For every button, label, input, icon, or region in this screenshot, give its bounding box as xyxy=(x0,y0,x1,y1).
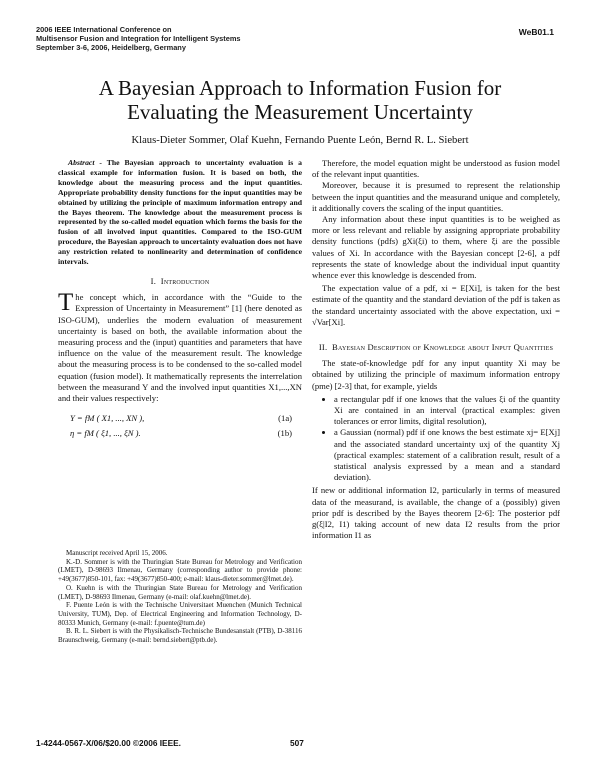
abstract xyxy=(58,158,302,267)
isbn-copyright: 1-4244-0567-X/06/$20.00 ©2006 IEEE. xyxy=(36,738,181,748)
section-title: Introduction xyxy=(160,275,210,286)
section-heading-bayesian xyxy=(312,342,560,353)
footnote-puente-leon: F. Puente León is with the Technische Universitaet Muenchen (Munich Technical University, TUM), Dep. of Electrical Engineering and Information Technology, D-80333 Munich, Germany (e-mail: f.puente@tum.de) xyxy=(58,601,302,627)
footnote-received: Manuscript received April 15, 2006. xyxy=(66,549,168,557)
footnote-siebert: B. R. L. Siebert is with the Physikalisch-Technische Bundesanstalt (PTB), D-38116 Braunschweig, Germany (e-mail: bernd.siebert@ptb.de). xyxy=(58,627,302,645)
equation-1b-number: (1b) xyxy=(277,428,292,439)
section-heading-introduction xyxy=(58,276,302,287)
paragraph-pdf: Any information about these input quantities is to be weighed as more or less relevant and reliable by assigning appropriate probability density functions (pdfs) gXi(ξi) to them, where ξi are the possible values of Xi. In accordance with the Bayesian concept [2-6], a pdf represents the state of knowledge about the individual input quantity whence ever this knowledge is descended from. xyxy=(312,214,560,281)
drop-cap: T xyxy=(58,289,74,317)
conference-header xyxy=(36,25,241,52)
paragraph-scaling: Moreover, because it is presumed to represent the relationship between the input quantities and the measurand unique and completely, it additionally covers the scaling of the input quantities. xyxy=(312,180,560,213)
equation-1a xyxy=(58,412,302,424)
section-2-title: Bayesian Description of Knowledge about Input Quantities xyxy=(332,342,554,353)
equation-1a-expression: Y = fM ( X1, ..., XN ), xyxy=(70,413,145,424)
paragraph-pme: The state-of-knowledge pdf for any input quantity Xi may be obtained by utilizing the principle of maximum information entropy (pme) [2-3] that, for example, yields xyxy=(312,358,560,391)
left-column xyxy=(58,158,302,445)
paragraph-fusion-model: Therefore, the model equation might be understood as fusion model of the relevant input quantities. xyxy=(312,158,560,180)
abstract-label: Abstract - xyxy=(68,158,102,167)
intro-text: he concept which, in accordance with the “Guide to the Expression of Uncertainty in Measurement” [1] (here denoted as ISO-GUM), underlies the modern evaluation of measurement uncertainty is based on both, the available information about the measuring process and the (input) quantities and parameters that have influence on the value of the measurement result. The knowledge about the measuring process is to be condensed to the so-called model equation (fusion model). It mathematically represents the interrelation between the measurand Y and the involved input quantities X1,...,XN and their values respectively: xyxy=(58,292,302,403)
conference-line-3: September 3-6, 2006, Heidelberg, Germany xyxy=(36,43,186,52)
conference-line-2: Multisensor Fusion and Integration for Intelligent Systems xyxy=(36,34,241,43)
paragraph-expectation: The expectation value of a pdf, xi = E[Xi], is taken for the best estimate of the quantity and the standard deviation of the pdf is taken as the standard uncertainty associated with the above expectation, uxi = √Var[Xi]. xyxy=(312,283,560,327)
equation-1b xyxy=(58,427,302,439)
section-number: I. xyxy=(150,275,157,286)
equation-block xyxy=(58,412,302,439)
session-code: WeB01.1 xyxy=(518,27,554,37)
equation-1a-number: (1a) xyxy=(278,413,292,424)
title-line-1: A Bayesian Approach to Information Fusion for xyxy=(98,76,502,100)
footnote-kuehn: O. Kuehn is with the Thuringian State Bureau for Metrology and Verification (LMET), D-98693 Ilmenau, Germany (e-mail: olaf.kuehn@lmet.de). xyxy=(58,583,302,601)
equation-1b-expression: η = fM ( ξ1, ..., ξN ). xyxy=(70,428,141,439)
paragraph-bayes-theorem: If new or additional information I2, particularly in terms of measured data of the measurand, is available, the change of a (possibly) given prior pdf is described by the Bayes theorem [2-6]: The posterior pdf g(ξ|I2, I1) taking account of new data I2 results from the prior information I1 as xyxy=(312,485,560,541)
bullet-gaussian-pdf: • a Gaussian (normal) pdf if one knows the best estimate xj= E[Xj] and the associated standard uncertainty uxj of the quantity Xj (practical examples: statement of a calibration result, result of a statistical analysis expressed by a mean and a standard deviation). xyxy=(334,427,560,483)
bullet-rectangular-pdf: • a rectangular pdf if one knows that the values ξi of the quantity Xi are contained in an interval (practical examples: given tolerances or error limits, digital resolution), xyxy=(334,394,560,428)
abstract-text: The Bayesian approach to uncertainty evaluation is a classical example for information fusion. It is based on both, the knowledge about the measuring process and the input quantities. Appropriate probability density functions for the input quantities may be obtained by utilizing the principle of maximum information entropy and the Bayes theorem. The knowledge about the measurement process is represented by the so-called model equation which forms the basis for the fusion of all involved input quantities. Compared to the ISO-GUM procedure, the Bayesian approach to uncertainty evaluation does not have any restriction related to nonlinearity and determination of confidence intervals. xyxy=(58,158,302,267)
footnotes xyxy=(58,549,302,645)
pdf-bullet-list xyxy=(312,394,560,484)
title-line-2: Evaluating the Measurement Uncertainty xyxy=(127,100,473,124)
footnote-sommer: K.-D. Sommer is with the Thuringian State Bureau for Metrology and Verification (LMET), D-98693 Ilmenau, Germany (corresponding author to provide phone: +49(3677)850-101, fax: +49(3677)850-400; e-mail: klaus-dieter.sommer@lmet.de). xyxy=(58,557,302,584)
paper-title xyxy=(40,76,560,124)
right-column xyxy=(312,158,560,542)
intro-paragraph xyxy=(58,289,302,404)
conference-line-1: 2006 IEEE International Conference on xyxy=(36,25,172,34)
page-number: 507 xyxy=(290,738,304,748)
author-list: Klaus-Dieter Sommer, Olaf Kuehn, Fernando Puente León, Bernd R. L. Siebert xyxy=(131,135,469,146)
section-2-number: II. xyxy=(318,342,328,353)
